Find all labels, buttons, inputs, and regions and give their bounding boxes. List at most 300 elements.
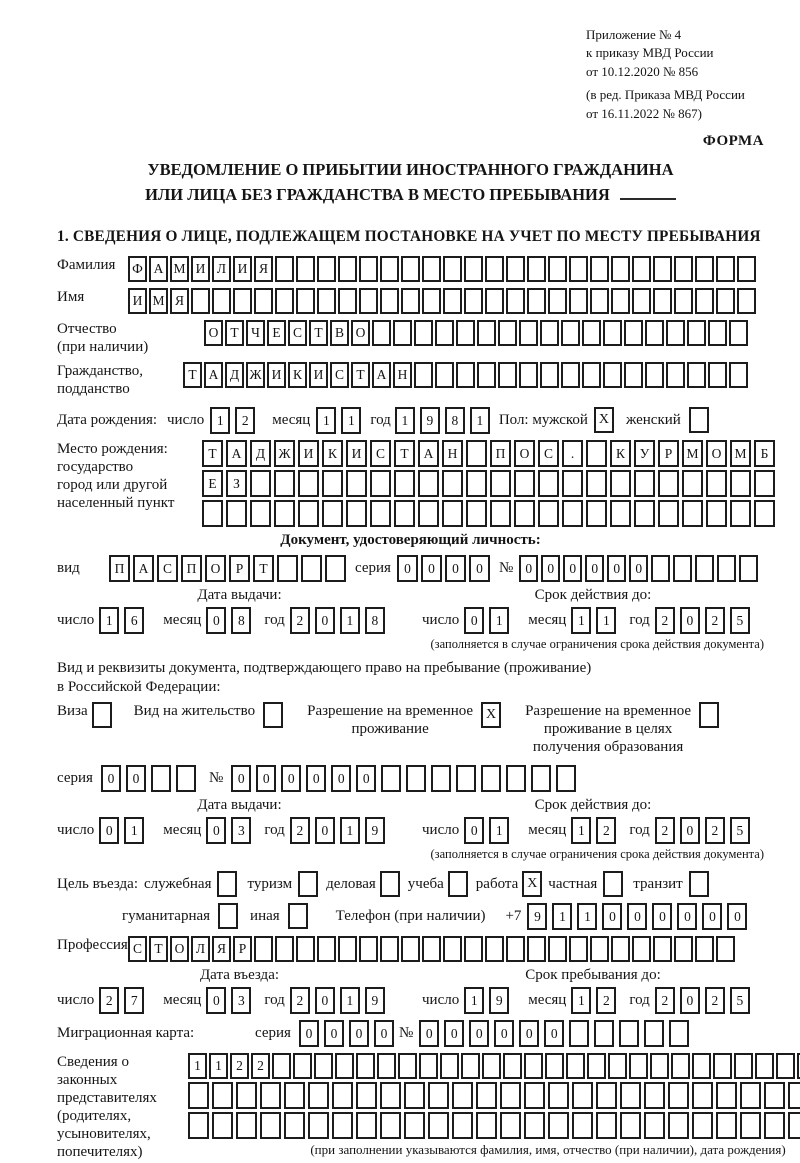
char-cell[interactable]: 2 — [705, 817, 725, 844]
char-cell[interactable] — [188, 1082, 209, 1109]
char-cell[interactable]: 1 — [489, 817, 509, 844]
checkbox-purpose-private[interactable] — [603, 871, 623, 897]
char-cell[interactable]: 8 — [365, 607, 385, 634]
char-cell[interactable] — [401, 288, 420, 314]
checkbox-purpose-other[interactable] — [288, 903, 308, 929]
char-cell[interactable] — [653, 256, 672, 282]
char-cell[interactable] — [653, 288, 672, 314]
char-cell[interactable] — [442, 470, 463, 497]
char-cell[interactable] — [452, 1112, 473, 1139]
char-cell[interactable]: Т — [149, 936, 168, 962]
char-cell[interactable] — [370, 470, 391, 497]
char-cell[interactable] — [586, 500, 607, 527]
char-cell[interactable] — [296, 256, 315, 282]
char-cell[interactable]: 1 — [552, 903, 572, 930]
char-cell[interactable] — [632, 936, 651, 962]
char-cell[interactable]: 1 — [99, 607, 119, 634]
char-cell[interactable]: А — [226, 440, 247, 467]
char-cell[interactable] — [739, 555, 758, 582]
char-cell[interactable]: М — [730, 440, 751, 467]
char-cell[interactable] — [658, 500, 679, 527]
char-cell[interactable] — [632, 256, 651, 282]
char-cell[interactable] — [538, 470, 559, 497]
char-cell[interactable] — [611, 936, 630, 962]
char-cell[interactable]: 0 — [541, 555, 560, 582]
char-cell[interactable]: 2 — [290, 817, 310, 844]
char-cell[interactable]: 1 — [571, 607, 591, 634]
char-cell[interactable] — [322, 500, 343, 527]
char-cell[interactable]: 1 — [470, 407, 490, 434]
char-cell[interactable] — [314, 1053, 333, 1079]
char-cell[interactable] — [419, 1053, 438, 1079]
char-cell[interactable]: 9 — [489, 987, 509, 1014]
char-cell[interactable] — [356, 1053, 375, 1079]
char-cell[interactable]: 0 — [206, 607, 226, 634]
char-cell[interactable] — [322, 470, 343, 497]
char-cell[interactable] — [603, 320, 622, 346]
char-cell[interactable]: Н — [393, 362, 412, 388]
char-cell[interactable] — [250, 500, 271, 527]
char-cell[interactable] — [401, 936, 420, 962]
char-cell[interactable]: А — [133, 555, 154, 582]
char-cell[interactable]: 1 — [316, 407, 336, 434]
char-cell[interactable] — [498, 362, 517, 388]
char-cell[interactable] — [481, 765, 501, 792]
char-cell[interactable] — [716, 288, 735, 314]
char-cell[interactable] — [708, 320, 727, 346]
char-cell[interactable] — [404, 1112, 425, 1139]
char-cell[interactable]: 0 — [324, 1020, 344, 1047]
char-cell[interactable]: О — [514, 440, 535, 467]
char-cell[interactable]: Я — [254, 256, 273, 282]
char-cell[interactable] — [260, 1112, 281, 1139]
char-cell[interactable]: 1 — [340, 817, 360, 844]
char-cell[interactable]: Б — [754, 440, 775, 467]
char-cell[interactable] — [524, 1082, 545, 1109]
char-cell[interactable] — [610, 470, 631, 497]
char-cell[interactable]: 2 — [655, 607, 675, 634]
char-cell[interactable] — [692, 1053, 711, 1079]
char-cell[interactable] — [514, 500, 535, 527]
char-cell[interactable] — [202, 500, 223, 527]
char-cell[interactable] — [466, 470, 487, 497]
char-cell[interactable]: Т — [183, 362, 202, 388]
char-cell[interactable] — [394, 500, 415, 527]
char-cell[interactable] — [477, 320, 496, 346]
char-cell[interactable] — [548, 288, 567, 314]
char-cell[interactable]: О — [170, 936, 189, 962]
char-cell[interactable] — [540, 362, 559, 388]
char-cell[interactable]: 0 — [680, 987, 700, 1014]
char-cell[interactable] — [695, 288, 714, 314]
char-cell[interactable] — [673, 555, 692, 582]
char-cell[interactable] — [527, 256, 546, 282]
char-cell[interactable] — [754, 470, 775, 497]
char-cell[interactable] — [737, 288, 756, 314]
char-cell[interactable] — [519, 362, 538, 388]
char-cell[interactable]: 9 — [527, 903, 547, 930]
char-cell[interactable] — [298, 500, 319, 527]
char-cell[interactable] — [632, 288, 651, 314]
char-cell[interactable] — [538, 500, 559, 527]
char-cell[interactable] — [503, 1053, 522, 1079]
char-cell[interactable] — [666, 362, 685, 388]
char-cell[interactable]: 0 — [101, 765, 121, 792]
char-cell[interactable] — [431, 765, 451, 792]
char-cell[interactable]: 1 — [209, 1053, 228, 1079]
char-cell[interactable]: Е — [267, 320, 286, 346]
char-cell[interactable] — [645, 320, 664, 346]
char-cell[interactable]: 1 — [571, 987, 591, 1014]
char-cell[interactable]: 2 — [99, 987, 119, 1014]
char-cell[interactable] — [668, 1112, 689, 1139]
char-cell[interactable] — [730, 500, 751, 527]
char-cell[interactable]: 0 — [585, 555, 604, 582]
char-cell[interactable] — [435, 320, 454, 346]
char-cell[interactable]: С — [370, 440, 391, 467]
checkbox-male[interactable]: X — [594, 407, 614, 433]
char-cell[interactable] — [466, 440, 487, 467]
char-cell[interactable]: О — [351, 320, 370, 346]
char-cell[interactable]: 0 — [299, 1020, 319, 1047]
char-cell[interactable] — [393, 320, 412, 346]
char-cell[interactable] — [250, 470, 271, 497]
char-cell[interactable] — [380, 936, 399, 962]
char-cell[interactable] — [332, 1112, 353, 1139]
char-cell[interactable] — [717, 555, 736, 582]
char-cell[interactable]: 3 — [231, 817, 251, 844]
char-cell[interactable]: И — [346, 440, 367, 467]
char-cell[interactable]: 0 — [444, 1020, 464, 1047]
char-cell[interactable] — [490, 470, 511, 497]
char-cell[interactable] — [596, 1112, 617, 1139]
char-cell[interactable] — [729, 320, 748, 346]
char-cell[interactable] — [764, 1082, 785, 1109]
char-cell[interactable] — [603, 362, 622, 388]
char-cell[interactable] — [317, 936, 336, 962]
char-cell[interactable] — [644, 1020, 664, 1047]
char-cell[interactable] — [737, 256, 756, 282]
char-cell[interactable]: 0 — [419, 1020, 439, 1047]
char-cell[interactable] — [254, 288, 273, 314]
char-cell[interactable]: 0 — [519, 555, 538, 582]
char-cell[interactable] — [682, 470, 703, 497]
char-cell[interactable] — [456, 362, 475, 388]
char-cell[interactable]: 0 — [464, 817, 484, 844]
char-cell[interactable]: Т — [202, 440, 223, 467]
char-cell[interactable] — [569, 288, 588, 314]
char-cell[interactable] — [464, 936, 483, 962]
char-cell[interactable] — [540, 320, 559, 346]
char-cell[interactable] — [176, 765, 196, 792]
char-cell[interactable] — [381, 765, 401, 792]
char-cell[interactable] — [477, 362, 496, 388]
char-cell[interactable] — [298, 470, 319, 497]
char-cell[interactable] — [569, 936, 588, 962]
char-cell[interactable] — [596, 1082, 617, 1109]
char-cell[interactable]: Р — [233, 936, 252, 962]
char-cell[interactable] — [587, 1053, 606, 1079]
checkbox-visa[interactable] — [92, 702, 112, 728]
char-cell[interactable]: 0 — [281, 765, 301, 792]
char-cell[interactable]: 0 — [206, 817, 226, 844]
char-cell[interactable] — [658, 470, 679, 497]
char-cell[interactable]: 0 — [374, 1020, 394, 1047]
char-cell[interactable]: 0 — [464, 607, 484, 634]
char-cell[interactable] — [716, 936, 735, 962]
char-cell[interactable] — [325, 555, 346, 582]
char-cell[interactable]: А — [149, 256, 168, 282]
char-cell[interactable] — [548, 1112, 569, 1139]
char-cell[interactable] — [414, 320, 433, 346]
char-cell[interactable] — [476, 1112, 497, 1139]
char-cell[interactable]: 2 — [290, 987, 310, 1014]
char-cell[interactable] — [452, 1082, 473, 1109]
char-cell[interactable]: Т — [225, 320, 244, 346]
char-cell[interactable] — [260, 1082, 281, 1109]
checkbox-purpose-humanitarian[interactable] — [218, 903, 238, 929]
char-cell[interactable] — [644, 1112, 665, 1139]
char-cell[interactable] — [740, 1112, 761, 1139]
char-cell[interactable]: 0 — [356, 765, 376, 792]
char-cell[interactable] — [562, 470, 583, 497]
char-cell[interactable]: 1 — [489, 607, 509, 634]
char-cell[interactable] — [569, 1020, 589, 1047]
checkbox-residence-permit[interactable] — [263, 702, 283, 728]
char-cell[interactable] — [456, 765, 476, 792]
char-cell[interactable] — [406, 765, 426, 792]
char-cell[interactable] — [308, 1082, 329, 1109]
char-cell[interactable] — [653, 936, 672, 962]
char-cell[interactable] — [716, 1082, 737, 1109]
char-cell[interactable] — [356, 1112, 377, 1139]
char-cell[interactable]: 5 — [730, 607, 750, 634]
char-cell[interactable] — [380, 256, 399, 282]
char-cell[interactable] — [440, 1053, 459, 1079]
char-cell[interactable]: З — [226, 470, 247, 497]
char-cell[interactable] — [275, 288, 294, 314]
char-cell[interactable]: 9 — [420, 407, 440, 434]
char-cell[interactable]: 7 — [124, 987, 144, 1014]
checkbox-purpose-transit[interactable] — [689, 871, 709, 897]
char-cell[interactable]: С — [157, 555, 178, 582]
char-cell[interactable] — [740, 1082, 761, 1109]
char-cell[interactable] — [275, 256, 294, 282]
char-cell[interactable]: И — [309, 362, 328, 388]
char-cell[interactable] — [274, 500, 295, 527]
char-cell[interactable] — [500, 1082, 521, 1109]
char-cell[interactable]: П — [181, 555, 202, 582]
char-cell[interactable] — [788, 1082, 800, 1109]
char-cell[interactable] — [422, 936, 441, 962]
char-cell[interactable] — [764, 1112, 785, 1139]
char-cell[interactable]: 0 — [331, 765, 351, 792]
char-cell[interactable]: 1 — [464, 987, 484, 1014]
char-cell[interactable]: Я — [212, 936, 231, 962]
char-cell[interactable] — [212, 1082, 233, 1109]
char-cell[interactable]: Л — [191, 936, 210, 962]
char-cell[interactable]: 9 — [365, 817, 385, 844]
char-cell[interactable]: Е — [202, 470, 223, 497]
char-cell[interactable] — [572, 1082, 593, 1109]
char-cell[interactable]: К — [322, 440, 343, 467]
char-cell[interactable]: 9 — [365, 987, 385, 1014]
char-cell[interactable]: 2 — [251, 1053, 270, 1079]
char-cell[interactable] — [706, 470, 727, 497]
char-cell[interactable]: 0 — [445, 555, 466, 582]
char-cell[interactable] — [730, 470, 751, 497]
char-cell[interactable] — [380, 1082, 401, 1109]
char-cell[interactable] — [151, 765, 171, 792]
char-cell[interactable]: Ф — [128, 256, 147, 282]
char-cell[interactable] — [418, 500, 439, 527]
char-cell[interactable] — [338, 256, 357, 282]
checkbox-temp-residence[interactable]: X — [481, 702, 501, 728]
char-cell[interactable] — [548, 1082, 569, 1109]
char-cell[interactable] — [398, 1053, 417, 1079]
char-cell[interactable] — [414, 362, 433, 388]
char-cell[interactable]: 1 — [577, 903, 597, 930]
char-cell[interactable]: 0 — [602, 903, 622, 930]
char-cell[interactable]: 0 — [421, 555, 442, 582]
char-cell[interactable] — [644, 1082, 665, 1109]
char-cell[interactable]: С — [288, 320, 307, 346]
char-cell[interactable] — [212, 288, 231, 314]
char-cell[interactable] — [296, 288, 315, 314]
char-cell[interactable] — [482, 1053, 501, 1079]
char-cell[interactable]: В — [330, 320, 349, 346]
char-cell[interactable] — [275, 936, 294, 962]
char-cell[interactable] — [317, 288, 336, 314]
char-cell[interactable] — [332, 1082, 353, 1109]
char-cell[interactable] — [191, 288, 210, 314]
char-cell[interactable] — [435, 362, 454, 388]
char-cell[interactable] — [545, 1053, 564, 1079]
char-cell[interactable]: 0 — [677, 903, 697, 930]
char-cell[interactable]: Ж — [274, 440, 295, 467]
char-cell[interactable] — [359, 936, 378, 962]
char-cell[interactable] — [188, 1112, 209, 1139]
char-cell[interactable] — [422, 288, 441, 314]
char-cell[interactable] — [506, 256, 525, 282]
char-cell[interactable] — [485, 288, 504, 314]
char-cell[interactable] — [594, 1020, 614, 1047]
char-cell[interactable]: 0 — [519, 1020, 539, 1047]
char-cell[interactable] — [428, 1082, 449, 1109]
char-cell[interactable]: 1 — [341, 407, 361, 434]
char-cell[interactable]: 0 — [469, 555, 490, 582]
char-cell[interactable] — [226, 500, 247, 527]
char-cell[interactable]: Я — [170, 288, 189, 314]
char-cell[interactable]: 1 — [340, 607, 360, 634]
char-cell[interactable] — [531, 765, 551, 792]
char-cell[interactable]: С — [128, 936, 147, 962]
char-cell[interactable] — [514, 470, 535, 497]
char-cell[interactable]: 0 — [349, 1020, 369, 1047]
char-cell[interactable]: М — [170, 256, 189, 282]
char-cell[interactable] — [561, 362, 580, 388]
char-cell[interactable] — [498, 320, 517, 346]
char-cell[interactable] — [422, 256, 441, 282]
char-cell[interactable]: Ж — [246, 362, 265, 388]
char-cell[interactable] — [338, 936, 357, 962]
char-cell[interactable] — [666, 320, 685, 346]
char-cell[interactable]: С — [538, 440, 559, 467]
char-cell[interactable]: И — [267, 362, 286, 388]
char-cell[interactable]: 0 — [680, 607, 700, 634]
char-cell[interactable] — [380, 288, 399, 314]
char-cell[interactable] — [443, 936, 462, 962]
char-cell[interactable] — [254, 936, 273, 962]
char-cell[interactable] — [236, 1112, 257, 1139]
char-cell[interactable] — [506, 936, 525, 962]
char-cell[interactable]: У — [634, 440, 655, 467]
char-cell[interactable] — [674, 288, 693, 314]
char-cell[interactable] — [380, 1112, 401, 1139]
char-cell[interactable] — [527, 936, 546, 962]
char-cell[interactable] — [401, 256, 420, 282]
char-cell[interactable]: Р — [229, 555, 250, 582]
char-cell[interactable] — [695, 555, 714, 582]
char-cell[interactable] — [716, 1112, 737, 1139]
char-cell[interactable] — [669, 1020, 689, 1047]
char-cell[interactable]: И — [298, 440, 319, 467]
char-cell[interactable]: А — [418, 440, 439, 467]
char-cell[interactable]: О — [205, 555, 226, 582]
char-cell[interactable]: Ч — [246, 320, 265, 346]
char-cell[interactable]: И — [128, 288, 147, 314]
char-cell[interactable] — [695, 256, 714, 282]
char-cell[interactable] — [548, 256, 567, 282]
char-cell[interactable] — [524, 1053, 543, 1079]
char-cell[interactable] — [233, 288, 252, 314]
char-cell[interactable]: 0 — [627, 903, 647, 930]
char-cell[interactable]: Т — [394, 440, 415, 467]
char-cell[interactable]: 0 — [727, 903, 747, 930]
char-cell[interactable] — [611, 288, 630, 314]
checkbox-female[interactable] — [689, 407, 709, 433]
char-cell[interactable] — [755, 1053, 774, 1079]
char-cell[interactable] — [461, 1053, 480, 1079]
char-cell[interactable] — [624, 362, 643, 388]
char-cell[interactable] — [456, 320, 475, 346]
char-cell[interactable]: 0 — [315, 817, 335, 844]
char-cell[interactable]: 0 — [680, 817, 700, 844]
char-cell[interactable]: А — [372, 362, 391, 388]
char-cell[interactable]: 0 — [702, 903, 722, 930]
char-cell[interactable] — [608, 1053, 627, 1079]
char-cell[interactable] — [729, 362, 748, 388]
char-cell[interactable]: 0 — [652, 903, 672, 930]
checkbox-purpose-tourism[interactable] — [298, 871, 318, 897]
char-cell[interactable] — [212, 1112, 233, 1139]
char-cell[interactable] — [308, 1112, 329, 1139]
char-cell[interactable]: 0 — [544, 1020, 564, 1047]
char-cell[interactable] — [610, 500, 631, 527]
char-cell[interactable] — [476, 1082, 497, 1109]
char-cell[interactable] — [506, 288, 525, 314]
char-cell[interactable]: 1 — [340, 987, 360, 1014]
char-cell[interactable] — [443, 288, 462, 314]
char-cell[interactable]: Л — [212, 256, 231, 282]
char-cell[interactable]: 0 — [315, 987, 335, 1014]
char-cell[interactable] — [620, 1082, 641, 1109]
char-cell[interactable]: О — [706, 440, 727, 467]
char-cell[interactable]: Т — [351, 362, 370, 388]
char-cell[interactable] — [466, 500, 487, 527]
char-cell[interactable]: 0 — [315, 607, 335, 634]
char-cell[interactable] — [682, 500, 703, 527]
